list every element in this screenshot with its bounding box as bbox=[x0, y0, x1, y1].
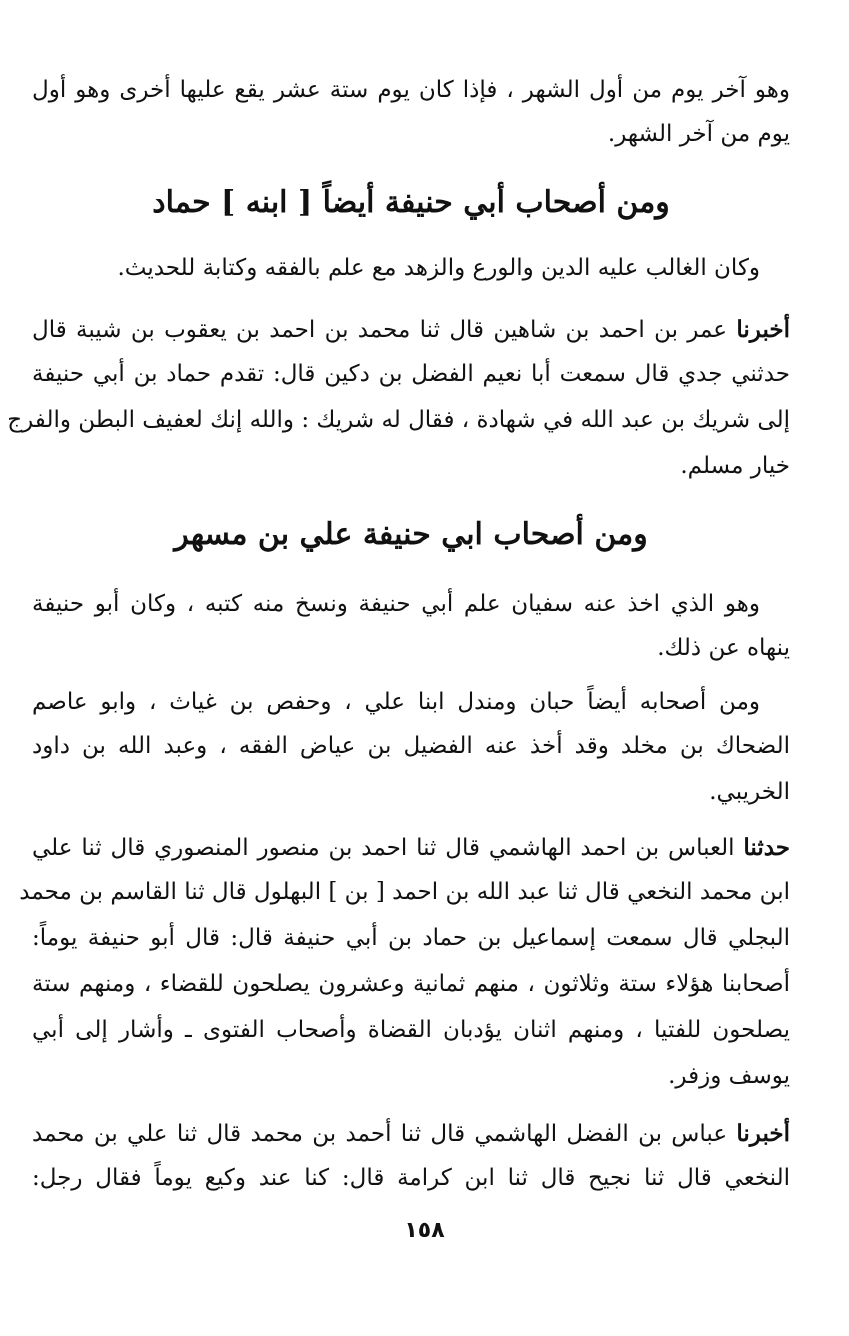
text-line: وهو آخر يوم من أول الشهر ، فإذا كان يوم ستة عشر يقع عليها أخرى وهو أول bbox=[32, 77, 790, 103]
text-line: حدثني جدي قال سمعت أبا نعيم الفضل بن دكين قال: تقدم حماد بن أبي حنيفة bbox=[32, 361, 790, 387]
text-line: الضحاك بن مخلد وقد أخذ عنه الفضيل بن عياض الفقه ، وعبد الله بن داود bbox=[32, 733, 790, 759]
text-line: يوسف وزفر. bbox=[668, 1063, 790, 1089]
paragraph-lead: أخبرنا bbox=[736, 1120, 790, 1147]
section-heading: ومن أصحاب ابي حنيفة علي بن مسهر bbox=[174, 517, 648, 552]
text-line: الخريبي. bbox=[709, 779, 790, 805]
page-number: ١٥٨ bbox=[404, 1218, 445, 1243]
text-line: ينهاه عن ذلك. bbox=[657, 635, 790, 661]
paragraph-lead: حدثنا bbox=[743, 834, 791, 861]
text-line: النخعي قال ثنا نجيح قال ثنا ابن كرامة قال: كنا عند وكيع يوماً فقال رجل: bbox=[32, 1165, 790, 1191]
text-line: وكان الغالب عليه الدين والورع والزهد مع علم بالفقه وكتابة للحديث. bbox=[117, 255, 760, 281]
text-line: أخبرنا عباس بن الفضل الهاشمي قال ثنا أحمد بن محمد قال ثنا علي بن محمد bbox=[32, 1120, 790, 1147]
text-line: البجلي قال سمعت إسماعيل بن حماد بن أبي حنيفة قال: قال أبو حنيفة يوماً: bbox=[32, 925, 790, 951]
text-line: أصحابنا هؤلاء ستة وثلاثون ، منهم ثمانية وعشرون يصلحون للقضاء ، ومنهم ستة bbox=[32, 971, 790, 997]
text-line: أخبرنا عمر بن احمد بن شاهين قال ثنا محمد بن احمد بن يعقوب بن شيبة قال bbox=[32, 316, 791, 343]
text-line: يوم من آخر الشهر. bbox=[607, 121, 790, 147]
text-line: خيار مسلم. bbox=[680, 453, 790, 479]
paragraph-lead: أخبرنا bbox=[736, 316, 791, 343]
text-line: وهو الذي اخذ عنه سفيان علم أبي حنيفة ونسخ منه كتبه ، وكان أبو حنيفة bbox=[32, 591, 760, 617]
text-line: ومن أصحابه أيضاً حبان ومندل ابنا علي ، وحفص بن غياث ، وابو عاصم bbox=[32, 689, 760, 715]
text-line: إلى شريك بن عبد الله في شهادة ، فقال له شريك : والله إنك لعفيف البطن والفرج bbox=[7, 407, 790, 433]
text-line: يصلحون للفتيا ، ومنهم اثنان يؤدبان القضاة وأصحاب الفتوى ـ وأشار إلى أبي bbox=[32, 1017, 790, 1043]
text-line: حدثنا العباس بن احمد الهاشمي قال ثنا احمد بن منصور المنصوري قال ثنا علي bbox=[32, 834, 791, 861]
section-heading: ومن أصحاب أبي حنيفة أيضاً [ ابنه ] حماد bbox=[152, 185, 670, 220]
text-line: ابن محمد النخعي قال ثنا عبد الله بن احمد [ بن ] البهلول قال ثنا القاسم بن محمد bbox=[19, 879, 790, 905]
